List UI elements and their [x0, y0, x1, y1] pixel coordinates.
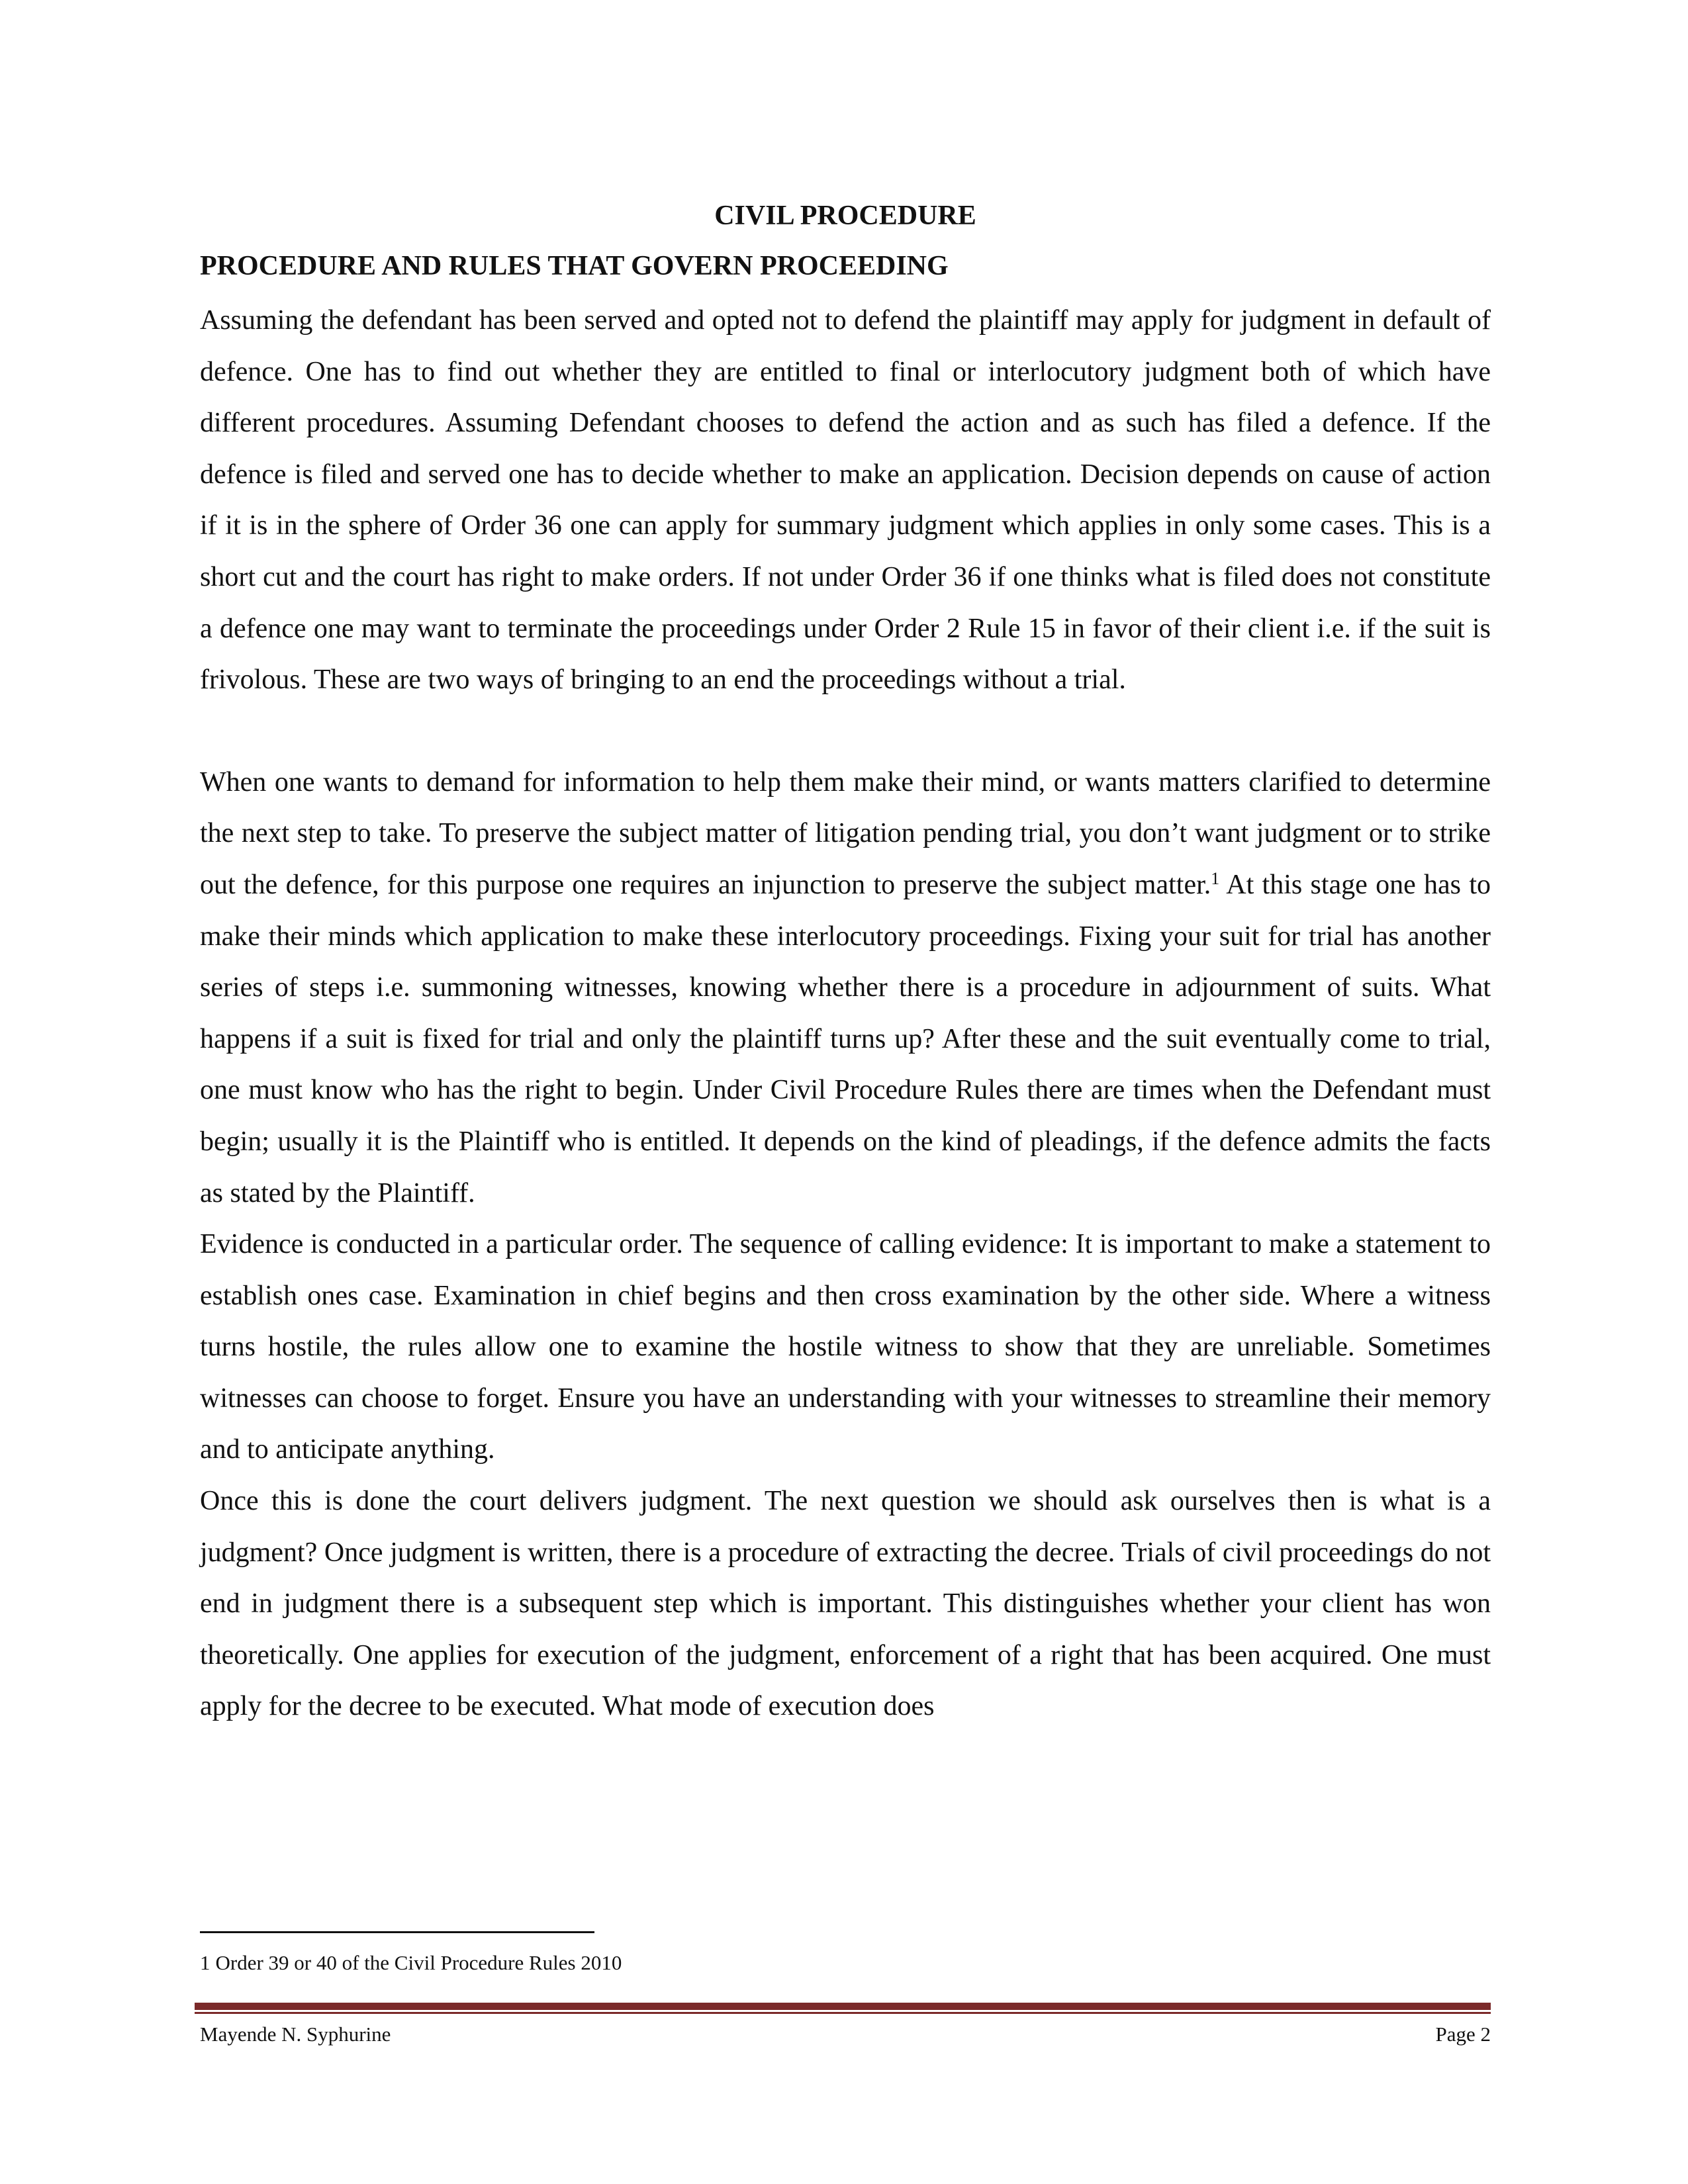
page-body [200, 196, 1491, 1733]
footer-rule-thin [195, 2012, 1491, 2014]
paragraph-2-text-a: When one wants to demand for information to help them make their mind, or wants matters clarified to determine the next step to take. To preserve the subject matter of litigation pending trial, you don’t want judgment or to strike out the defence, for this purpose one requires an injunction to preserve the subject matter. [200, 766, 1491, 900]
paragraph-3: Evidence is conducted in a particular order. The sequence of calling evidence: It is important to make a statement to establish ones case. Examination in chief begins and then cross examination by the other side. Where a witness turns hostile, the rules allow one to examine the hostile witness to show that they are unreliable. Sometimes witnesses can choose to forget. Ensure you have an understanding with your witnesses to streamline their memory and to anticipate anything. [200, 1229, 1491, 1465]
footer-author: Mayende N. Syphurine [200, 2023, 391, 2046]
paragraph-1: Assuming the defendant has been served and opted not to defend the plaintiff may apply for judgment in default of defence. One has to find out whether they are entitled to final or interlocutory judgment both of which have different procedures. Assuming Defendant chooses to defend the action and as such has filed a defence. If the defence is filed and served one has to decide whether to make an application. Decision depends on cause of action if it is in the sphere of Order 36 one can apply for summary judgment which applies in only some cases. This is a short cut and the court has right to make orders. If not under Order 36 if one thinks what is filed does not constitute a defence one may want to terminate the proceedings under Order 2 Rule 15 in favor of their client i.e. if the suit is frivolous. These are two ways of bringing to an end the proceedings without a trial. [200, 305, 1491, 696]
footnote-reference[interactable]: 1 [1211, 868, 1220, 888]
paragraph-4: Once this is done the court delivers judgment. The next question we should ask ourselves then is what is a judgment? Once judgment is written, there is a procedure of extracting the decree. Trials of civil proceedings do not end in judgment there is a subsequent step which is important. This distinguishes whether your client has won theoretically. One applies for execution of the judgment, enforcement of a right that has been acquired. One must apply for the decree to be executed. What mode of execution does [200, 1486, 1491, 1722]
section-heading: PROCEDURE AND RULES THAT GOVERN PROCEEDING [200, 251, 949, 281]
paragraph-2-text-b: At this stage one has to make their minds which application to make these interlocutory proceedings. Fixing your suit for trial has another series of steps i.e. summoning witnesses, knowing whether there is a procedure in adjournment of suits. What happens if a suit is fixed for trial and only the plaintiff turns up? After these and the suit eventually come to trial, one must know who has the right to begin. Under Civil Procedure Rules there are times when the Defendant must begin; usually it is the Plaintiff who is entitled. It depends on the kind of pleadings, if the defence admits the facts as stated by the Plaintiff. [200, 869, 1491, 1208]
footnote-separator [200, 1931, 594, 1933]
page-number: Page 2 [1435, 2023, 1491, 2046]
document-title: CIVIL PROCEDURE [714, 201, 976, 231]
footer-rule-thick [195, 2003, 1491, 2010]
footnote [200, 1950, 622, 1976]
footnote-text: Order 39 or 40 of the Civil Procedure Rules 2010 [215, 1951, 622, 1974]
footnote-number: 1 [200, 1951, 211, 1974]
paragraph-2 [200, 757, 1491, 1219]
